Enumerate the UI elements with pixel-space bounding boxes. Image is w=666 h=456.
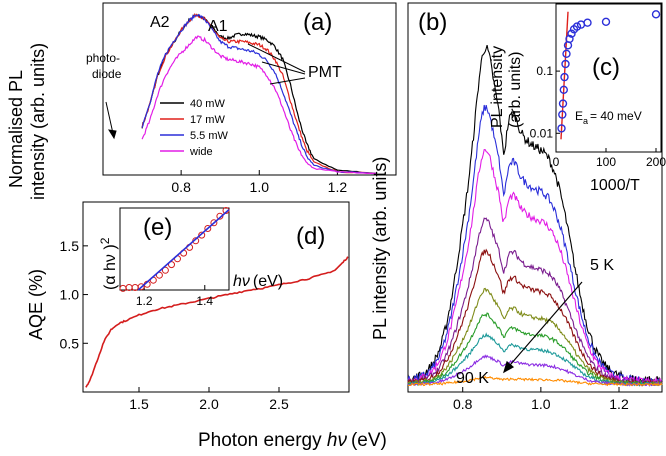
panel-a-ticks: [171, 170, 347, 195]
inset-e-ylabel-sup: 2: [98, 237, 112, 245]
x-tick-label: 1.0: [249, 179, 270, 195]
legend-label: wide: [190, 146, 213, 158]
x-tick-label: 1.4: [196, 294, 214, 308]
panel-a: [86, 3, 396, 195]
inset-c-ea-main: E: [575, 109, 584, 123]
series-line-5.5-mW: [142, 15, 376, 174]
legend-label: 40 mW: [190, 98, 225, 110]
series-line-wide: [142, 36, 376, 173]
y-tick-label: 0.1: [536, 64, 553, 79]
x-tick-label: 2.5: [269, 396, 289, 412]
x-tick-label: 1.2: [327, 179, 348, 195]
x-axis-label-unit: (eV): [350, 430, 387, 451]
inset-e-ylabel-main: (α hν ): [102, 244, 119, 290]
y-tick-label: 1.0: [59, 286, 79, 303]
x-tick-label: 100: [595, 155, 617, 169]
inset-e: [98, 208, 283, 309]
inset-c-label: (c): [592, 54, 620, 81]
series-line-40-mW: [142, 15, 376, 174]
x-axis-label-bottom: [198, 430, 387, 451]
inset-c-ylabel-1: PL intensity: [489, 45, 506, 128]
x-tick-label: 1.0: [531, 396, 551, 412]
x-tick-label: 1.2: [609, 396, 629, 412]
panel-a-ylabel-1: Normalised PL: [6, 69, 26, 188]
inset-e-xlabel-unit: (eV): [252, 273, 284, 290]
y-tick-label: 1.5: [59, 237, 79, 254]
inset-c-ea-value: = 40 meV: [590, 109, 642, 123]
x-tick-label: 200: [645, 155, 666, 169]
pmt-arrow-3: [270, 78, 305, 84]
x-axis-label-main: Photon energy: [198, 430, 327, 451]
temperature-spectrum: [408, 218, 662, 385]
photodiode-arrow: [106, 102, 116, 138]
inset-c-xlabel: 1000/T: [590, 177, 640, 194]
legend-label: 5.5 mW: [190, 130, 228, 142]
panel-b-ticks: [453, 387, 629, 412]
x-tick-label: 1.2: [135, 294, 153, 308]
panel-a-legend: [160, 98, 229, 158]
x-axis-label-symbol: hν: [326, 430, 347, 451]
panel-b-label: (b): [418, 9, 448, 36]
legend-label: 17 mW: [190, 114, 225, 126]
y-tick-label: 0.5: [59, 335, 79, 352]
inset-e-xlabel-main: hν: [233, 273, 250, 290]
pmt-arrow-2: [262, 62, 305, 74]
annotation-5K: 5 K: [590, 257, 615, 274]
inset-c-ylabel-2: (arb. units): [507, 51, 524, 128]
x-tick-label: 2.0: [199, 396, 219, 412]
x-tick-label: 0.8: [171, 179, 191, 195]
annotation-90K: 90 K: [456, 370, 489, 387]
panel-a-frame: [103, 3, 396, 175]
x-tick-label: 0: [552, 155, 560, 169]
panel-b-ylabel: PL intensity (arb. units): [370, 156, 390, 340]
annotation-photodiode-1: photo-: [86, 51, 121, 65]
panel-a-ylabel-2: intensity (arb. units): [28, 42, 48, 200]
photodiode-arrow-head: [109, 130, 116, 138]
inset-e-label: (e): [143, 214, 173, 241]
panel-a-series: [142, 14, 376, 173]
annotation-A1: A1: [208, 18, 228, 35]
annotation-A2: A2: [150, 14, 170, 31]
inset-c-ea-sub: a: [583, 116, 589, 126]
x-tick-label: 0.8: [452, 396, 473, 412]
x-tick-label: 1.5: [129, 396, 149, 412]
inset-e-xlabel: [233, 273, 283, 290]
inset-e-ylabel: [98, 237, 119, 290]
panel-d-ylabel: AQE (%): [26, 268, 46, 340]
annotation-PMT: PMT: [308, 64, 342, 81]
annotation-photodiode-2: diode: [92, 67, 122, 81]
panel-d-label: (d): [296, 223, 326, 250]
panel-a-label: (a): [303, 9, 333, 36]
y-tick-label: 0.01: [529, 126, 553, 141]
